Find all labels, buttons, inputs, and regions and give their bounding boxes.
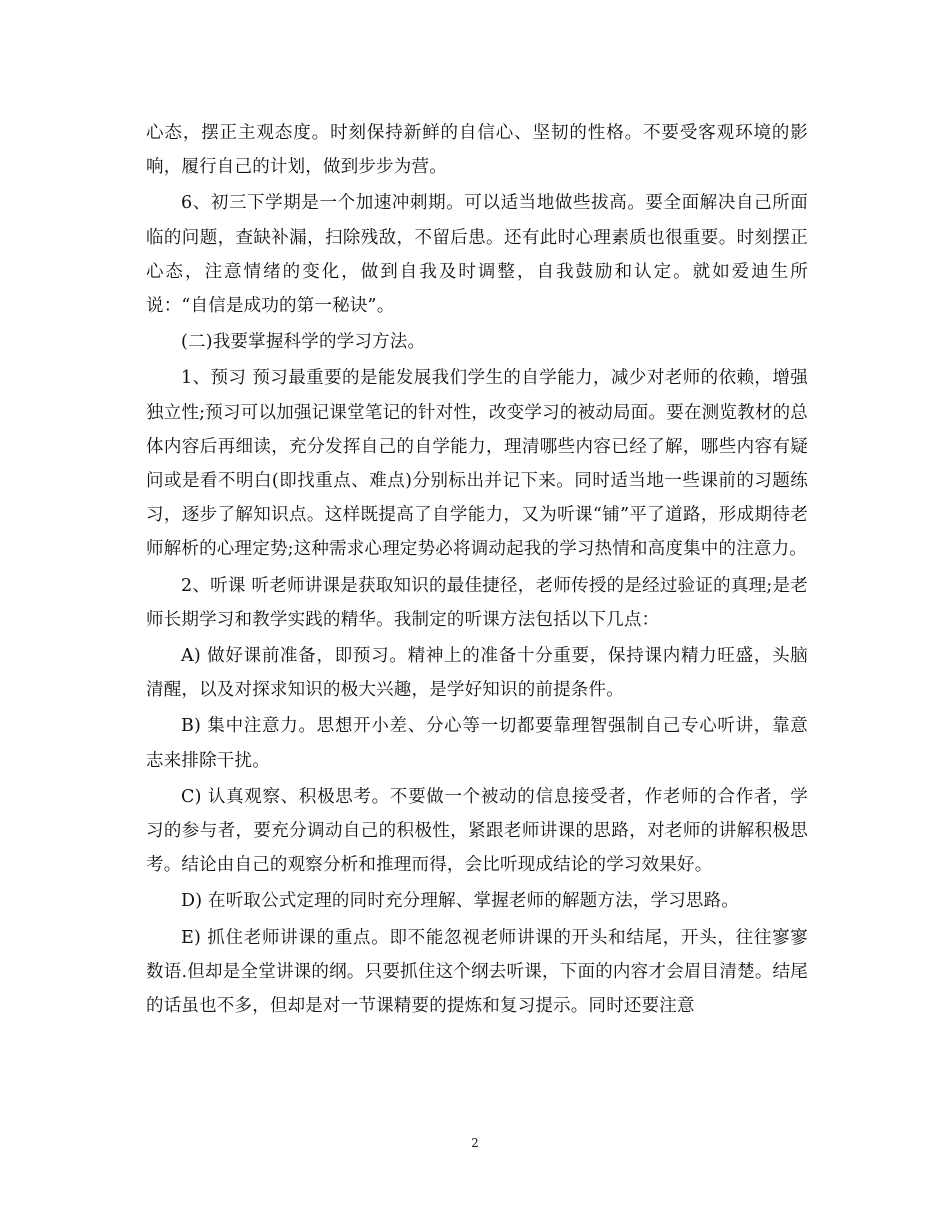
list-item: A) 做好课前准备，即预习。精神上的准备十分重要，保持课内精力旺盛，头脑清醒，以及对探求知识的极大兴趣，是学好知识的前提条件。: [146, 646, 808, 701]
list-item: C) 认真观察、积极思考。不要做一个被动的信息接受者，作老师的合作者，学习的参与者，要充分调动自己的积极性，紧跟老师讲课的思路，对老师的讲解积极思考。结论由自己的观察分析和推理而得，会比听现成结论的学习效果好。: [146, 786, 808, 876]
list-item: E) 抓住老师讲课的重点。即不能忽视老师讲课的开头和结尾，开头，往往寥寥数语.但却是全堂讲课的纲。只要抓住这个纲去听课，下面的内容才会眉目清楚。结尾的话虽也不多，但却是对一节课精要的提炼和复习提示。同时还要注意: [146, 927, 808, 1017]
list-item: D) 在听取公式定理的同时充分理解、掌握老师的解题方法，学习思路。: [181, 891, 740, 912]
paragraph: 1、预习 预习最重要的是能发展我们学生的自学能力，减少对老师的依赖，增强独立性;预习可以加强记课堂笔记的针对性，改变学习的被动局面。要在测览教材的总体内容后再细读，充分发挥自己的自学能力，理清哪些内容已经了解，哪些内容有疑问或是看不明白(即找重点、难点)分别标出并记下来。同时适当地一些课前的习题练习，逐步了解知识点。这样既提高了自学能力，又为听课“铺”平了道路，形成期待老师解析的心理定势;这种需求心理定势必将调动起我的学习热情和高度集中的注意力。: [146, 368, 808, 560]
page-number: 2: [471, 1136, 479, 1150]
list-item: B) 集中注意力。思想开小差、分心等一切都要靠理智强制自己专心听讲，靠意志来排除干扰。: [146, 716, 808, 771]
paragraph: 6、初三下学期是一个加速冲刺期。可以适当地做些拔高。要全面解决自己所面临的问题，查缺补漏，扫除残敌，不留后患。还有此时心理素质也很重要。时刻摆正心态，注意情绪的变化，做到自我及时调整，自我鼓励和认定。就如爱迪生所说：“自信是成功的第一秘诀”。: [146, 193, 808, 317]
document-body: [146, 116, 808, 1025]
paragraph: 心态，摆正主观态度。时刻保持新鲜的自信心、坚韧的性格。不要受客观环境的影响，履行自己的计划，做到步步为营。: [146, 123, 808, 178]
paragraph: 2、听课 听老师讲课是获取知识的最佳捷径，老师传授的是经过验证的真理;是老师长期学习和教学实践的精华。我制定的听课方法包括以下几点：: [146, 575, 808, 630]
section-heading: (二)我要掌握科学的学习方法。: [181, 332, 426, 353]
